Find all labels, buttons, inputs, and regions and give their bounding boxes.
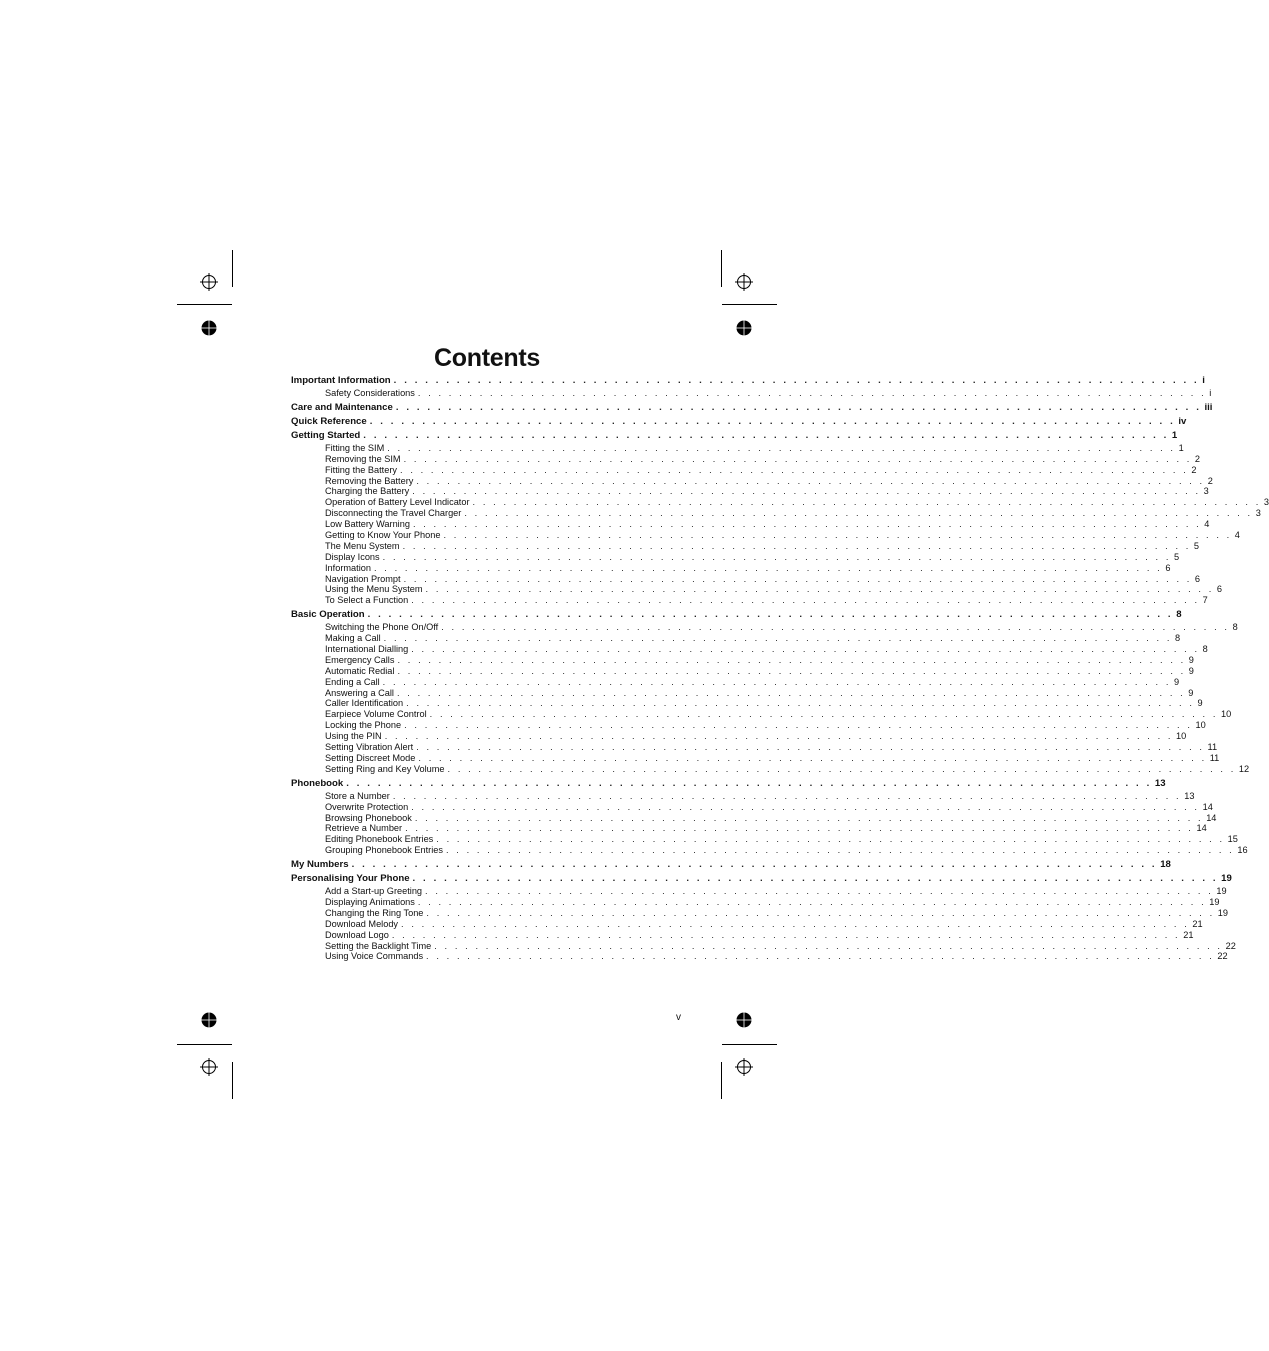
dot-leader: . . . . . . . . . . . . . . . . . . . . . . . . . . . . . . . . . . . . . . . . . . . . . . . . . . . . . . . . . . . . . . . . . . . . . . . . . . . . . [411,644,1200,655]
toc-item[interactable] [291,709,1232,720]
toc-entry-page: 9 [1174,676,1180,687]
toc-item[interactable] [291,584,1223,595]
toc-entry-page: 21 [1183,929,1194,940]
toc-item[interactable] [291,790,1195,802]
toc-entry-page: 18 [1160,859,1171,871]
toc-entry-title: Removing the Battery [325,475,414,486]
toc-entry-page: 19 [1209,896,1220,907]
dot-leader: . . . . . . . . . . . . . . . . . . . . . . . . . . . . . . . . . . . . . . . . . . . . . . . . . . . . . . . . . . . . . . . . . . . . . . . . . . . . . [411,801,1200,812]
dot-leader: . . . . . . . . . . . . . . . . . . . . . . . . . . . . . . . . . . . . . . . . . . . . . . . . . . . . . . . . . . . . . . . . . . . . . . . . . . . . . [393,375,1200,386]
toc-entry-title: Display Icons [325,551,380,562]
toc-item[interactable] [291,801,1213,813]
toc-entry-title: Using the PIN [325,731,382,742]
dot-leader: . . . . . . . . . . . . . . . . . . . . . . . . . . . . . . . . . . . . . . . . . . . . . . . . . . . . . . . . . . . . . . . . . . . . . . . . . . . . . [351,859,1158,871]
toc-entry-page: 6 [1216,584,1223,595]
registration-dot-icon [736,320,752,336]
toc-entry-title: Care and Maintenance [291,401,393,413]
dot-leader: . . . . . . . . . . . . . . . . . . . . . . . . . . . . . . . . . . . . . . . . . . . . . . . . . . . . . . . . . . . . . . . . . . . . . . . . . . . . . [397,665,1186,676]
toc-entry-page: 19 [1216,886,1227,897]
toc-entry-page: 6 [1194,573,1201,584]
dot-leader: . . . . . . . . . . . . . . . . . . . . . . . . . . . . . . . . . . . . . . . . . . . . . . . . . . . . . . . . . . . . . . . . . . . . . . . . . . . . . [464,508,1253,519]
registration-target-icon [735,1058,753,1076]
toc-item[interactable] [291,644,1208,655]
toc-entry-title: Fitting the Battery [325,464,398,475]
dot-leader: . . . . . . . . . . . . . . . . . . . . . . . . . . . . . . . . . . . . . . . . . . . . . . . . . . . . . . . . . . . . . . . . . . . . . . . . . . . . . [382,551,1171,562]
toc-item[interactable] [291,763,1250,775]
toc-entry-page: 10 [1195,720,1206,731]
toc-entry-title: Setting Ring and Key Volume [325,763,445,774]
toc-entry-title: Earpiece Volume Control [325,709,427,720]
toc-item[interactable] [291,845,1248,856]
toc-entry-title: Disconnecting the Travel Charger [325,508,462,519]
dot-leader: . . . . . . . . . . . . . . . . . . . . . . . . . . . . . . . . . . . . . . . . . . . . . . . . . . . . . . . . . . . . . . . . . . . . . . . . . . . . . [384,731,1174,742]
toc-entry-title: Caller Identification [325,698,404,709]
dot-leader: . . . . . . . . . . . . . . . . . . . . . . . . . . . . . . . . . . . . . . . . . . . . . . . . . . . . . . . . . . . . . . . . . . . . . . . . . . . . . [411,595,1200,606]
toc-entry-title: Overwrite Protection [325,801,409,812]
toc-item[interactable] [291,731,1187,742]
toc-entry-title: Removing the SIM [325,453,401,464]
dot-leader: . . . . . . . . . . . . . . . . . . . . . . . . . . . . . . . . . . . . . . . . . . . . . . . . . . . . . . . . . . . . . . . . . . . . . . . . . . . . . [447,763,1236,774]
toc-entry-title: Download Melody [325,918,399,929]
toc-entry-page: 9 [1188,665,1194,676]
toc-entry-page: iv [1178,415,1187,427]
dot-leader: . . . . . . . . . . . . . . . . . . . . . . . . . . . . . . . . . . . . . . . . . . . . . . . . . . . . . . . . . . . . . . . . . . . . . . . . . . . . . [425,886,1214,897]
dot-leader: . . . . . . . . . . . . . . . . . . . . . . . . . . . . . . . . . . . . . . . . . . . . . . . . . . . . . . . . . . . . . . . . . . . . . . . . . . . . . [397,654,1186,665]
toc-entry-page: 8 [1176,609,1182,621]
toc-item[interactable] [291,442,1184,454]
toc-item[interactable] [291,540,1200,552]
toc-entry-page: 10 [1220,709,1232,720]
toc-entry-title: Emergency Calls [325,654,395,665]
toc-item[interactable] [291,562,1171,574]
toc-entry-title: Retrieve a Number [325,823,403,834]
toc-item[interactable] [291,530,1240,541]
registration-dot-icon [201,320,217,336]
dot-leader: . . . . . . . . . . . . . . . . . . . . . . . . . . . . . . . . . . . . . . . . . . . . . . . . . . . . . . . . . . . . . . . . . . . . . . . . . . . . . [396,687,1186,698]
toc-entry-page: 12 [1238,763,1250,774]
dot-leader: . . . . . . . . . . . . . . . . . . . . . . . . . . . . . . . . . . . . . . . . . . . . . . . . . . . . . . . . . . . . . . . . . . . . . . . . . . . . . [445,845,1235,856]
toc-item[interactable] [291,573,1201,585]
toc-entry-title: Navigation Prompt [325,573,401,584]
toc-item[interactable] [291,752,1220,764]
dot-leader: . . . . . . . . . . . . . . . . . . . . . . . . . . . . . . . . . . . . . . . . . . . . . . . . . . . . . . . . . . . . . . . . . . . . . . . . . . . . . [414,812,1204,823]
dot-leader: . . . . . . . . . . . . . . . . . . . . . . . . . . . . . . . . . . . . . . . . . . . . . . . . . . . . . . . . . . . . . . . . . . . . . . . . . . . . . [436,834,1225,845]
toc-entry-title: Automatic Redial [325,665,395,676]
toc-section[interactable] [291,375,1205,386]
toc-entry-title: Using the Menu System [325,584,423,595]
toc-entry-title: Store a Number [325,790,390,801]
toc-entry-page: i [1209,388,1212,398]
toc-entry-title: Important Information [291,375,391,386]
dot-leader: . . . . . . . . . . . . . . . . . . . . . . . . . . . . . . . . . . . . . . . . . . . . . . . . . . . . . . . . . . . . . . . . . . . . . . . . . . . . . [441,622,1230,633]
toc-entry-title: Phonebook [291,777,344,789]
dot-leader: . . . . . . . . . . . . . . . . . . . . . . . . . . . . . . . . . . . . . . . . . . . . . . . . . . . . . . . . . . . . . . . . . . . . . . . . . . . . . [418,752,1207,763]
toc-entry-page: 13 [1184,790,1195,801]
toc-item[interactable] [291,812,1217,824]
toc-item[interactable] [291,388,1212,399]
toc-entry-title: Download Logo [325,929,389,940]
toc-item[interactable] [291,595,1208,606]
toc-entry-title: Locking the Phone [325,720,402,731]
dot-leader: . . . . . . . . . . . . . . . . . . . . . . . . . . . . . . . . . . . . . . . . . . . . . . . . . . . . . . . . . . . . . . . . . . . . . . . . . . . . . [382,676,1171,687]
page-title: Contents [434,344,540,372]
toc-item[interactable] [291,907,1228,919]
dot-leader: . . . . . . . . . . . . . . . . . . . . . . . . . . . . . . . . . . . . . . . . . . . . . . . . . . . . . . . . . . . . . . . . . . . . . . . . . . . . . [401,918,1190,929]
toc-item[interactable] [291,918,1203,930]
registration-dot-icon [201,1012,217,1028]
registration-dot-icon [736,1012,752,1028]
dot-leader: . . . . . . . . . . . . . . . . . . . . . . . . . . . . . . . . . . . . . . . . . . . . . . . . . . . . . . . . . . . . . . . . . . . . . . . . . . . . . [392,790,1182,801]
toc-item[interactable] [291,951,1228,962]
dot-leader: . . . . . . . . . . . . . . . . . . . . . . . . . . . . . . . . . . . . . . . . . . . . . . . . . . . . . . . . . . . . . . . . . . . . . . . . . . . . . [403,573,1192,584]
dot-leader: . . . . . . . . . . . . . . . . . . . . . . . . . . . . . . . . . . . . . . . . . . . . . . . . . . . . . . . . . . . . . . . . . . . . . . . . . . . . . [405,823,1194,834]
toc-entry-title: Changing the Ring Tone [325,907,424,918]
toc-entry-title: Grouping Phonebook Entries [325,845,443,856]
toc-item[interactable] [291,551,1180,563]
registration-target-icon [200,273,218,291]
toc-item[interactable] [291,676,1180,688]
dot-leader: . . . . . . . . . . . . . . . . . . . . . . . . . . . . . . . . . . . . . . . . . . . . . . . . . . . . . . . . . . . . . . . . . . . . . . . . . . . . . [369,415,1176,427]
dot-leader: . . . . . . . . . . . . . . . . . . . . . . . . . . . . . . . . . . . . . . . . . . . . . . . . . . . . . . . . . . . . . . . . . . . . . . . . . . . . . [412,519,1202,530]
dot-leader: . . . . . . . . . . . . . . . . . . . . . . . . . . . . . . . . . . . . . . . . . . . . . . . . . . . . . . . . . . . . . . . . . . . . . . . . . . . . . [412,873,1219,885]
toc-entry-title: Operation of Battery Level Indicator [325,497,470,508]
dot-leader: . . . . . . . . . . . . . . . . . . . . . . . . . . . . . . . . . . . . . . . . . . . . . . . . . . . . . . . . . . . . . . . . . . . . . . . . . . . . . [395,401,1202,413]
toc-entry-title: To Select a Function [325,595,409,606]
toc-entry-page: 19 [1221,873,1232,885]
toc-entry-title: Getting to Know Your Phone [325,530,441,541]
toc-entry-page: 4 [1234,530,1240,541]
toc-entry-title: Using Voice Commands [325,951,424,962]
toc-entry-title: Making a Call [325,633,381,644]
toc-entry-page: 22 [1225,940,1236,951]
toc-entry-page: 19 [1217,907,1228,918]
dot-leader: . . . . . . . . . . . . . . . . . . . . . . . . . . . . . . . . . . . . . . . . . . . . . . . . . . . . . . . . . . . . . . . . . . . . . . . . . . . . . [391,929,1181,940]
toc-entry-page: 21 [1192,918,1203,929]
toc-entry-title: The Menu System [325,540,400,551]
dot-leader: . . . . . . . . . . . . . . . . . . . . . . . . . . . . . . . . . . . . . . . . . . . . . . . . . . . . . . . . . . . . . . . . . . . . . . . . . . . . . [404,720,1193,731]
toc-entry-title: Setting the Backlight Time [325,940,432,951]
toc-item[interactable] [291,896,1220,908]
toc-entry-page: 5 [1193,540,1200,551]
toc-entry-page: i [1202,375,1205,386]
toc-entry-page: 11 [1209,752,1220,763]
dot-leader: . . . . . . . . . . . . . . . . . . . . . . . . . . . . . . . . . . . . . . . . . . . . . . . . . . . . . . . . . . . . . . . . . . . . . . . . . . . . . [425,584,1214,595]
toc-item[interactable] [291,486,1209,497]
toc-entry-title: Fitting the SIM [325,442,385,453]
toc-item[interactable] [291,508,1261,519]
page-number: v [676,1012,681,1023]
toc-item[interactable] [291,720,1206,731]
toc-entry-title: Getting Started [291,429,361,441]
toc-section[interactable] [291,859,1171,871]
toc-item[interactable] [291,665,1194,677]
toc-item[interactable] [291,475,1213,487]
dot-leader: . . . . . . . . . . . . . . . . . . . . . . . . . . . . . . . . . . . . . . . . . . . . . . . . . . . . . . . . . . . . . . . . . . . . . . . . . . . . . [443,530,1232,541]
toc-entry-title: Answering a Call [325,687,394,698]
dot-leader: . . . . . . . . . . . . . . . . . . . . . . . . . . . . . . . . . . . . . . . . . . . . . . . . . . . . . . . . . . . . . . . . . . . . . . . . . . . . . [426,951,1215,962]
toc-entry-title: Displaying Animations [325,896,415,907]
dot-leader: . . . . . . . . . . . . . . . . . . . . . . . . . . . . . . . . . . . . . . . . . . . . . . . . . . . . . . . . . . . . . . . . . . . . . . . . . . . . . [416,475,1205,486]
toc-entry-page: 14 [1206,812,1217,823]
dot-leader: . . . . . . . . . . . . . . . . . . . . . . . . . . . . . . . . . . . . . . . . . . . . . . . . . . . . . . . . . . . . . . . . . . . . . . . . . . . . . [472,497,1261,508]
toc-item[interactable] [291,698,1203,709]
toc-entry-page: iii [1204,401,1213,413]
toc-entry-page: 15 [1227,834,1238,845]
toc-item[interactable] [291,940,1236,952]
toc-section[interactable] [291,777,1166,789]
toc-entry-title: Setting Vibration Alert [325,742,414,753]
toc-item[interactable] [291,687,1194,699]
toc-section[interactable] [291,609,1182,621]
toc-entry-title: Quick Reference [291,415,367,427]
toc-entry-page: 4 [1204,519,1210,530]
toc-entry-page: 11 [1207,742,1218,753]
toc-entry-page: 3 [1263,497,1269,508]
dot-leader: . . . . . . . . . . . . . . . . . . . . . . . . . . . . . . . . . . . . . . . . . . . . . . . . . . . . . . . . . . . . . . . . . . . . . . . . . . . . . [417,896,1207,907]
dot-leader: . . . . . . . . . . . . . . . . . . . . . . . . . . . . . . . . . . . . . . . . . . . . . . . . . . . . . . . . . . . . . . . . . . . . . . . . . . . . . [406,698,1195,709]
toc-section[interactable] [291,873,1232,885]
dot-leader: . . . . . . . . . . . . . . . . . . . . . . . . . . . . . . . . . . . . . . . . . . . . . . . . . . . . . . . . . . . . . . . . . . . . . . . . . . . . . [373,562,1163,573]
toc-item[interactable] [291,622,1238,633]
toc-item[interactable] [291,633,1181,644]
toc-section[interactable] [291,401,1213,413]
toc-section[interactable] [291,429,1178,441]
toc-entry-title: My Numbers [291,859,349,871]
dot-leader: . . . . . . . . . . . . . . . . . . . . . . . . . . . . . . . . . . . . . . . . . . . . . . . . . . . . . . . . . . . . . . . . . . . . . . . . . . . . . [417,388,1207,398]
toc-entry-page: 13 [1154,777,1166,789]
toc-item[interactable] [291,834,1238,845]
toc-entry-page: 3 [1255,508,1261,519]
registration-target-icon [200,1058,218,1076]
dot-leader: . . . . . . . . . . . . . . . . . . . . . . . . . . . . . . . . . . . . . . . . . . . . . . . . . . . . . . . . . . . . . . . . . . . . . . . . . . . . . [346,777,1152,789]
toc-entry-title: Ending a Call [325,676,380,687]
toc-item[interactable] [291,519,1210,530]
toc-entry-page: 1 [1171,429,1178,441]
dot-leader: . . . . . . . . . . . . . . . . . . . . . . . . . . . . . . . . . . . . . . . . . . . . . . . . . . . . . . . . . . . . . . . . . . . . . . . . . . . . . [429,709,1218,720]
toc-entry-page: 8 [1175,633,1181,644]
toc-entry-page: 2 [1194,453,1201,464]
toc-entry-page: 2 [1207,475,1213,486]
toc-entry-page: 9 [1188,687,1194,698]
toc-entry-page: 1 [1178,442,1184,453]
toc-entry-page: 14 [1202,801,1213,812]
dot-leader: . . . . . . . . . . . . . . . . . . . . . . . . . . . . . . . . . . . . . . . . . . . . . . . . . . . . . . . . . . . . . . . . . . . . . . . . . . . . . [416,742,1205,753]
toc-entry-title: Switching the Phone On/Off [325,622,439,633]
toc-entry-title: Charging the Battery [325,486,410,497]
toc-item[interactable] [291,497,1269,508]
toc-entry-title: Information [325,562,371,573]
toc-entry-page: 10 [1176,731,1187,742]
dot-leader: . . . . . . . . . . . . . . . . . . . . . . . . . . . . . . . . . . . . . . . . . . . . . . . . . . . . . . . . . . . . . . . . . . . . . . . . . . . . . [434,940,1223,951]
toc-item[interactable] [291,823,1207,834]
dot-leader: . . . . . . . . . . . . . . . . . . . . . . . . . . . . . . . . . . . . . . . . . . . . . . . . . . . . . . . . . . . . . . . . . . . . . . . . . . . . . [383,633,1173,644]
toc-item[interactable] [291,929,1194,941]
toc-section[interactable] [291,415,1187,427]
dot-leader: . . . . . . . . . . . . . . . . . . . . . . . . . . . . . . . . . . . . . . . . . . . . . . . . . . . . . . . . . . . . . . . . . . . . . . . . . . . . . [367,609,1174,621]
toc-entry-title: Browsing Phonebook [325,812,412,823]
dot-leader: . . . . . . . . . . . . . . . . . . . . . . . . . . . . . . . . . . . . . . . . . . . . . . . . . . . . . . . . . . . . . . . . . . . . . . . . . . . . . [412,486,1201,497]
toc-entry-title: Setting Discreet Mode [325,752,416,763]
toc-entry-page: 2 [1191,464,1197,475]
toc-entry-page: 22 [1217,951,1228,962]
toc-entry-page: 6 [1165,562,1171,573]
toc-entry-page: 9 [1188,654,1194,665]
toc-entry-page: 8 [1202,644,1208,655]
toc-entry-page: 14 [1196,823,1207,834]
toc-entry-page: 7 [1202,595,1208,606]
toc-item[interactable] [291,464,1197,476]
toc-entry-page: 8 [1232,622,1238,633]
toc-item[interactable] [291,654,1194,666]
dot-leader: . . . . . . . . . . . . . . . . . . . . . . . . . . . . . . . . . . . . . . . . . . . . . . . . . . . . . . . . . . . . . . . . . . . . . . . . . . . . . [426,907,1215,918]
registration-target-icon [735,273,753,291]
toc-entry-title: Add a Start-up Greeting [325,886,423,897]
dot-leader: . . . . . . . . . . . . . . . . . . . . . . . . . . . . . . . . . . . . . . . . . . . . . . . . . . . . . . . . . . . . . . . . . . . . . . . . . . . . . [363,429,1169,441]
toc-entry-page: 9 [1197,698,1203,709]
toc-item[interactable] [291,742,1218,753]
table-of-contents [291,375,1269,962]
toc-entry-title: Editing Phonebook Entries [325,834,434,845]
toc-entry-page: 5 [1173,551,1180,562]
toc-entry-page: 16 [1237,845,1248,856]
toc-item[interactable] [291,453,1201,465]
toc-entry-title: Personalising Your Phone [291,873,410,885]
dot-leader: . . . . . . . . . . . . . . . . . . . . . . . . . . . . . . . . . . . . . . . . . . . . . . . . . . . . . . . . . . . . . . . . . . . . . . . . . . . . . [402,540,1191,551]
toc-entry-title: Low Battery Warning [325,519,410,530]
toc-item[interactable] [291,886,1227,897]
dot-leader: . . . . . . . . . . . . . . . . . . . . . . . . . . . . . . . . . . . . . . . . . . . . . . . . . . . . . . . . . . . . . . . . . . . . . . . . . . . . . [400,464,1189,475]
dot-leader: . . . . . . . . . . . . . . . . . . . . . . . . . . . . . . . . . . . . . . . . . . . . . . . . . . . . . . . . . . . . . . . . . . . . . . . . . . . . . [387,442,1176,453]
toc-entry-title: International Dialling [325,644,409,655]
toc-entry-page: 3 [1203,486,1209,497]
toc-entry-title: Basic Operation [291,609,365,621]
dot-leader: . . . . . . . . . . . . . . . . . . . . . . . . . . . . . . . . . . . . . . . . . . . . . . . . . . . . . . . . . . . . . . . . . . . . . . . . . . . . . [403,453,1192,464]
toc-entry-title: Safety Considerations [325,388,415,398]
